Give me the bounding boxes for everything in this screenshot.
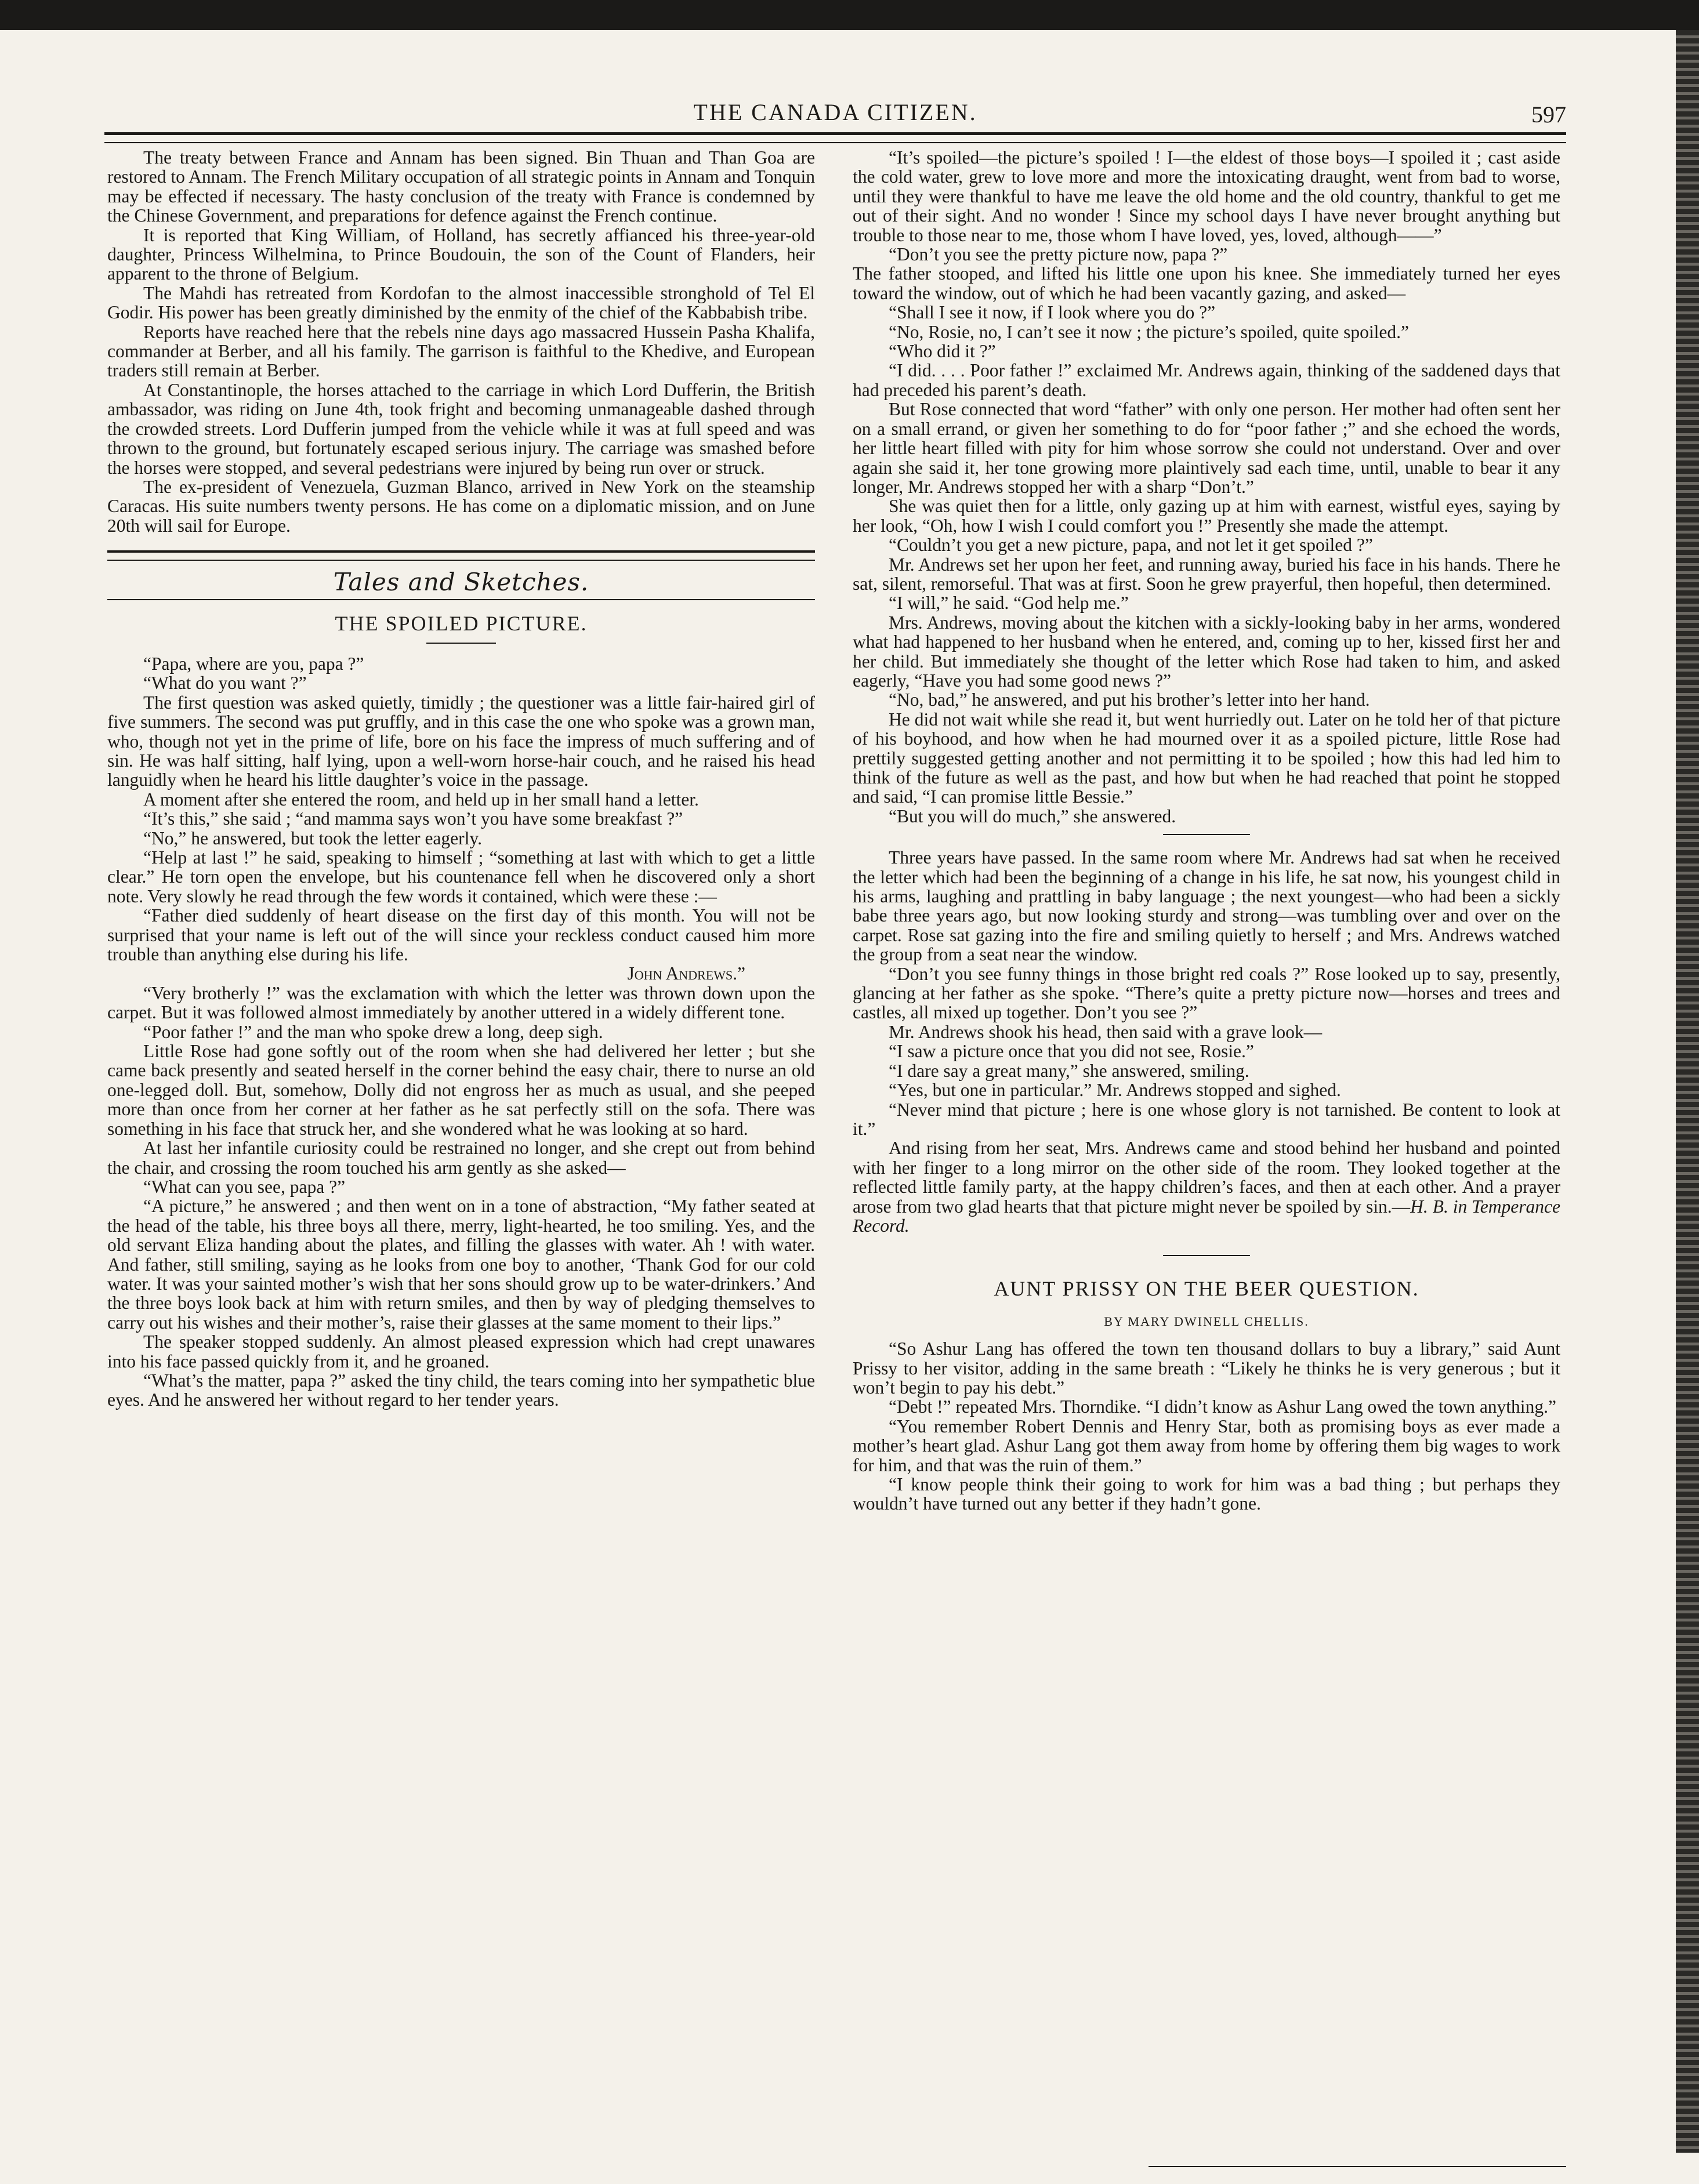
story-paragraph: But Rose connected that word “father” with only one person. Her mother had often sent her on a small errand, or given her something to do for “poor father ;” and she echoed the words, her little heart filled with pity for him whose sorrow she could not understand. Over and over again she said it, her tone growing more plaintively sad each time, until, unable to bear it any longer, Mr. Andrews stopped her with a sharp “Don’t.” — [853, 399, 1560, 497]
story-paragraph: “Couldn’t you get a new picture, papa, and not let it get spoiled ?” — [889, 535, 1373, 556]
story-paragraph: “I saw a picture once that you did not see, Rosie.” — [889, 1041, 1254, 1062]
section-rule-thin — [107, 599, 815, 600]
news-section — [107, 148, 815, 535]
story-byline: BY MARY DWINELL CHELLIS. — [1104, 1314, 1309, 1329]
story-paragraph: The first question was asked quietly, timidly ; the questioner was a little fair-haired girl of five summers. The second was put gruffly, and in this case the one who spoke was a grown man, who, though not yet in the prime of life, bore on his face the impress of much suffering and of sin. He was half sitting, half lying, upon a well-worn horse-hair couch, and he raised his head languidly when he heard his little daughter’s voice in the passage. — [107, 692, 815, 790]
story-paragraph: “But you will do much,” she answered. — [889, 806, 1176, 826]
page-number: 597 — [1531, 101, 1566, 128]
section-heading: Tales and Sketches. — [333, 568, 589, 597]
story-paragraph: He did not wait while she read it, but went hurriedly out. Later on he told her of that picture of his boyhood, and how when he had mourned over it as a spoiled picture, little Rose had prettily suggested getting another and not permitting it to be spoiled ; how this had led him to think of the future as well as the past, and how but when he had reached that point he stopped and said, “I can promise little Bessie.” — [853, 709, 1560, 807]
story-paragraph: “What can you see, papa ?” — [143, 1176, 346, 1197]
story-paragraph: “Debt !” repeated Mrs. Thorndike. “I didn’t know as Ashur Lang owed the town anything.” — [889, 1396, 1556, 1417]
story-paragraph: “So Ashur Lang has offered the town ten thousand dollars to buy a library,” said Aunt Prissy to her visitor, adding in the same breath : “Likely he thinks he is very generous ; but it won’t begin to pay his debt.” — [853, 1338, 1560, 1398]
letter-signature: John Andrews.” — [627, 963, 745, 984]
title-rule — [426, 643, 496, 644]
story-title: THE SPOILED PICTURE. — [335, 611, 588, 635]
story-credit: H. B. in Temperance Record. — [853, 1196, 1560, 1236]
story-paragraph: Mr. Andrews set her upon her feet, and running away, buried his face in his hands. There he sat, silent, remorseful. That was at first. Soon he grew prayerful, then hopeful, then determined. — [853, 554, 1560, 594]
story-paragraph: “Very brotherly !” was the exclamation with which the letter was thrown down upon the carpet. But it was followed almost immediately by another uttered in a widely different tone. — [107, 982, 815, 1023]
story-paragraph: Mrs. Andrews, moving about the kitchen with a sickly-looking baby in her arms, wondered what had happened to her husband when he entered, and, coming up to her, kissed first her and her child. But immediately she thought of the letter which Rose had taken to him, and asked eagerly, “Have you had some good news ?” — [853, 612, 1560, 691]
story-paragraph: “What’s the matter, papa ?” asked the tiny child, the tears coming into her sympathetic blue eyes. And he answered her without regard to her tender years. — [107, 1370, 815, 1410]
story-paragraph: “Help at last !” he said, speaking to himself ; “something at last with which to get a little clear.” He torn open the envelope, but his countenance fell when he discovered only a short note. Very slowly he read through the few words it contained, which were these :— — [107, 847, 815, 906]
right-column — [853, 148, 1560, 1514]
story-paragraph: “It’s this,” she said ; “and mamma says won’t you have some breakfast ?” — [143, 808, 683, 829]
news-paragraph: Reports have reached here that the rebels nine days ago massacred Hussein Pasha Khalifa, commander at Berber, and all his family. The garrison is faithful to the Khedive, and European traders still remain at Berber. — [107, 321, 815, 381]
story-paragraph: Little Rose had gone softly out of the room when she had delivered her letter ; but she came back presently and seated herself in the corner behind the easy chair, there to nurse an old one-legged doll. But, somehow, Dolly did not engross her as much as usual, and she peeped more than once from her corner at her father as he sat perfectly still on the sofa. There was something in his face that struck her, and she wondered what he was looking at so hard. — [107, 1041, 815, 1139]
page-header — [104, 99, 1566, 133]
story-paragraph: “I dare say a great many,” she answered, smiling. — [889, 1060, 1249, 1081]
story-paragraph: “Never mind that picture ; here is one whose glory is not tarnished. Be content to look at it.” — [853, 1099, 1560, 1139]
news-paragraph: The ex-president of Venezuela, Guzman Blanco, arrived in New York on the steamship Caracas. His suite numbers twenty persons. He has come on a diplomatic mission, and on June 20th will sail for Europe. — [107, 476, 815, 536]
story-body-left — [107, 654, 815, 1410]
story-paragraph: A moment after she entered the room, and held up in her small hand a letter. — [143, 789, 699, 810]
story-paragraph: “What do you want ?” — [143, 673, 307, 694]
news-paragraph: The treaty between France and Annam has been signed. Bin Thuan and Than Goa are restored to Annam. The French Military occupation of all strategic points in Annam and Tonquin may be effected if necessary. The hasty conclusion of the treaty with France is condemned by the Chinese Government, and preparations for defence against the French continue. — [107, 147, 815, 226]
story-paragraph: “No, Rosie, no, I can’t see it now ; the picture’s spoiled, quite spoiled.” — [889, 321, 1409, 342]
story-paragraph: “No, bad,” he answered, and put his brother’s letter into her hand. — [889, 690, 1370, 710]
section-rule — [107, 550, 815, 561]
story-paragraph: Mr. Andrews shook his head, then said with a grave look— — [889, 1021, 1323, 1042]
story-paragraph: “Papa, where are you, papa ?” — [143, 653, 364, 674]
story-paragraph: At last her infantile curiosity could be restrained no longer, and she crept out from behind the chair, and crossing the room touched his arm gently as she asked— — [107, 1138, 815, 1178]
story-paragraph: “Don’t you see funny things in those bright red coals ?” Rose looked up to say, presently, glancing at her father as she spoke. “There’s quite a pretty picture now—horses and trees and castles, all mixed up together. Don’t you see ?” — [853, 963, 1560, 1023]
story-paragraph: “I will,” he said. “God help me.” — [889, 593, 1129, 614]
story2-body — [853, 1339, 1560, 1514]
story-paragraph: “Shall I see it now, if I look where you do ?” — [889, 302, 1216, 323]
story-title: AUNT PRISSY ON THE BEER QUESTION. — [994, 1277, 1419, 1301]
left-column — [107, 148, 815, 1410]
scan-top-border — [0, 0, 1699, 30]
story-paragraph — [853, 1138, 1560, 1235]
story-paragraph: “It’s spoiled—the picture’s spoiled ! I—the eldest of those boys—I spoiled it ; cast aside the cold water, grew to love more and more the intoxicating draught, went from bad to worse, until they were thankful to have me leave the old home and the old country, thankful to get me out of their sight. And no wonder ! Since my school days I have never brought anything but trouble to those near to me, those whom I have loved, yes, loved, although——” — [853, 147, 1560, 245]
story-paragraph: “You remember Robert Dennis and Henry Star, both as promising boys as ever made a mother’s heart glad. Ashur Lang got them away from home by offering them big wages to work for him, and that was the ruin of them.” — [853, 1416, 1560, 1475]
story-paragraph: The father stooped, and lifted his little one upon his knee. She immediately turned her eyes toward the window, out of which he had been vacantly gazing, and asked— — [853, 263, 1560, 303]
story-paragraph: “A picture,” he answered ; and then went on in a tone of abstraction, “My father seated at the head of the table, his three boys all there, merry, light-hearted, he too smiling. Yes, and the old servant Eliza handing about the plates, and filling the glasses with water. Ah ! with water. And father, still smiling, saying as he looks from one boy to another, ‘Thank God for our cold water. It was your sainted mother’s wish that her sons should grow up to be water-drinkers.’ And the three boys look back at him with return smiles, and then by way of pledging themselves to carry out his wishes and their mother’s, raise their glasses at the same moment to their lips.” — [107, 1196, 815, 1333]
story-paragraph: She was quiet then for a little, only gazing up at him with earnest, wistful eyes, saying by her look, “Oh, how I wish I could comfort you !” Presently she made the attempt. — [853, 496, 1560, 536]
news-paragraph: It is reported that King William, of Holland, has secretly affianced his three-year-old daughter, Princess Wilhelmina, to Prince Boudouin, the son of the Count of Flanders, heir apparent to the throne of Belgium. — [107, 224, 815, 284]
story-paragraph: “I did. . . . Poor father !” exclaimed Mr. Andrews again, thinking of the saddened days that had preceded his parent’s death. — [853, 360, 1560, 400]
news-paragraph: The Mahdi has retreated from Kordofan to the almost inaccessible stronghold of Tel El Godir. His power has been greatly diminished by the enmity of the chief of the Kabbabish tribe. — [107, 282, 815, 323]
story-paragraph: The speaker stopped suddenly. An almost pleased expression which had crept unawares into his face passed quickly from it, and he groaned. — [107, 1332, 815, 1372]
news-paragraph: At Constantinople, the horses attached to the carriage in which Lord Dufferin, the British ambassador, was riding on June 4th, took fright and becoming unmanageable dashed through the crowded streets. Lord Dufferin jumped from the vehicle while it was at full speed and was thrown to the ground, but fortunately escaped serious injury. The carriage was smashed before the horses were stopped, and several pedestrians were injured by being run over or struck. — [107, 379, 815, 478]
page-foot-rule — [1149, 2166, 1566, 2167]
story-paragraph-text: And rising from her seat, Mrs. Andrews came and stood behind her husband and pointed with her finger to a long mirror on the other side of the room. They looked together at the reflected little family party, at the happy children’s faces, and then at each other. And a prayer arose from two glad hearts that that picture might never be spoiled by sin.— — [853, 1138, 1560, 1217]
header-rule — [104, 132, 1566, 143]
story-paragraph: “Who did it ?” — [889, 341, 996, 362]
scene-break-rule — [1163, 834, 1250, 835]
story-paragraph: “No,” he answered, but took the letter eagerly. — [143, 828, 482, 848]
story-end-rule — [1163, 1255, 1250, 1256]
story-paragraph: “Don’t you see the pretty picture now, papa ?” — [889, 244, 1228, 265]
running-title: THE CANADA CITIZEN. — [693, 99, 977, 125]
story-paragraph: Three years have passed. In the same room where Mr. Andrews had sat when he received the letter which had been the beginning of a change in his life, he sat now, his youngest child in his arms, laughing and prattling in baby language ; the next youngest—who had been a sickly babe three years ago, but now looking sturdy and strong—was tumbling over and over on the carpet. Rose sat gazing into the fire and smiling quietly to herself ; and Mrs. Andrews watched the group from a seat near the window. — [853, 847, 1560, 965]
story-epilogue — [853, 848, 1560, 1235]
scan-binding-edge — [1676, 30, 1699, 2153]
story-paragraph: “Yes, but one in particular.” Mr. Andrews stopped and sighed. — [889, 1080, 1341, 1101]
story-paragraph: “I know people think their going to work for him was a bad thing ; but perhaps they wouldn’t have turned out any better if they hadn’t gone. — [853, 1474, 1560, 1514]
story-body-right — [853, 148, 1560, 826]
story-paragraph: “Father died suddenly of heart disease on the first day of this month. You will not be surprised that your name is left out of the will since your reckless conduct caused him more trouble than anything else during his life. — [107, 905, 815, 965]
story-paragraph: “Poor father !” and the man who spoke drew a long, deep sigh. — [143, 1021, 603, 1042]
